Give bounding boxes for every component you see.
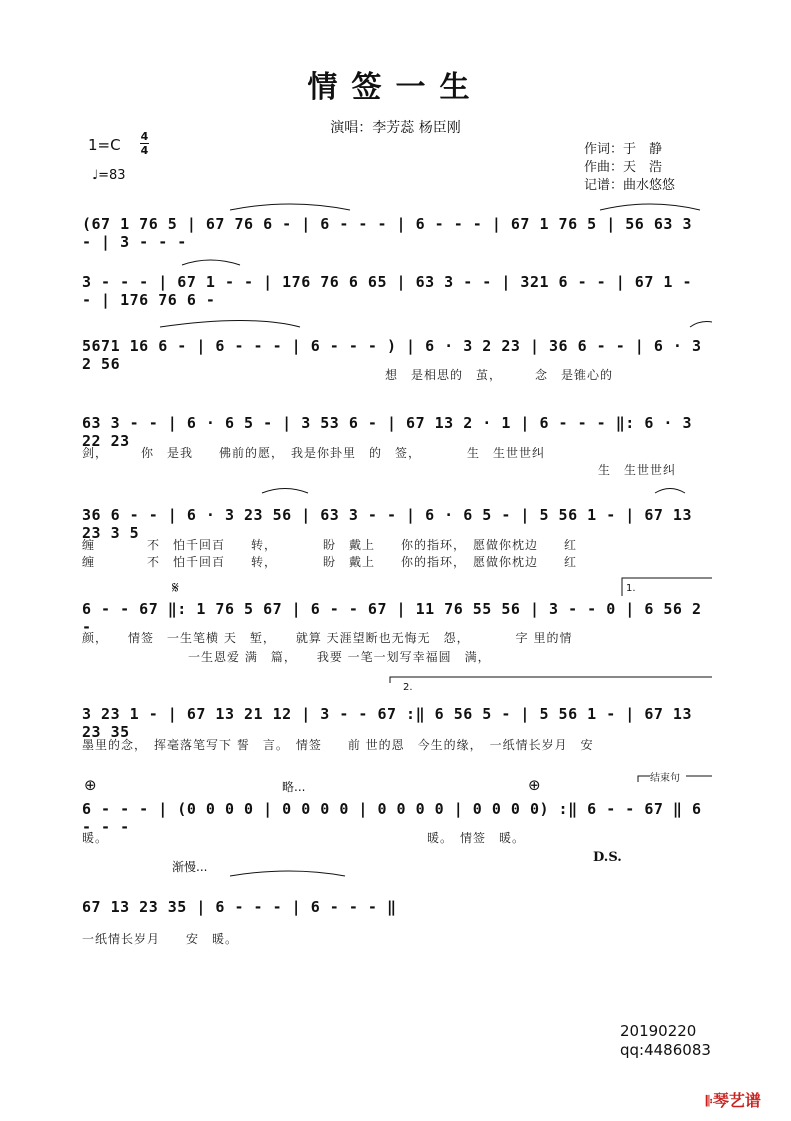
time-sig-top: 4 [140, 130, 149, 143]
singer-line: 演唱：李芳蕊 杨臣刚 [330, 120, 461, 136]
logo-icon: 𝄆 [706, 1094, 713, 1110]
page-title: 情签一生 [307, 70, 484, 105]
lyric-line-4: 缠 不 怕千回百 转， 盼 戴上 你的指环， 愿做你枕边 红 [82, 538, 578, 552]
ds-marking: D.S. [593, 850, 622, 865]
lyric-line-9: 暖。 暖。 情签 暖。 [82, 831, 526, 845]
segno-sign: 𝄋 [172, 578, 179, 597]
lyric-line-6: 颜， 情签 一生笔横 天 堑， 就算 天涯望断也无悔无 怨， 字 里的情 [82, 631, 573, 645]
lue-marking: 略... [282, 780, 306, 794]
slur-4 [160, 321, 300, 328]
lyric-line-8: 墨里的念， 挥毫落笔写下 誓 言。 情签 前 世的恩 今生的缘， 一纸情长岁月 安 [82, 738, 594, 752]
slur-8 [230, 871, 345, 876]
score-row-3: 5671 16 6 - | 6 - - - | 6 - - - ) | 6 · 3 2 23 | 36 6 - - | 6 · 3 2 56 [82, 337, 702, 373]
volta-1-bracket [622, 578, 712, 596]
volta-2-label: 2. [403, 682, 413, 693]
score-row-7: 3 23 1 - | 67 13 21 12 | 3 - - 67 :‖ 6 56 5 - | 5 56 1 - | 67 13 23 35 [82, 705, 692, 741]
score-row-9: 67 13 23 35 | 6 - - - | 6 - - - ‖ [82, 898, 397, 916]
lyric-line-2: 剑， 你 是我 佛前的愿， 我是你卦里 的 签， 生 生世世纠 [82, 446, 546, 460]
lyricist-credit: 作词：于 静 [584, 142, 663, 157]
lyric-line-10: 一纸情长岁月 安 暖。 [82, 932, 239, 946]
coda-sign-1: ⊕ [84, 776, 97, 794]
score-row-1: (67 1 76 5 | 67 76 6 - | 6 - - - | 6 - - - | 67 1 76 5 | 56 63 3 - | 3 - - - [82, 215, 692, 251]
lyric-line-3: 生 生世世纠 [598, 463, 677, 477]
score-row-2: 3 - - - | 67 1 - - | 176 76 6 65 | 63 3 - - | 321 6 - - | 67 1 - - | 176 76 6 - [82, 273, 692, 309]
slur-5 [690, 322, 712, 327]
key-signature: 1=C [88, 136, 121, 154]
lyric-line-7: 一生恩爱 满 篇， 我要 一笔一划写幸福圆 满， [188, 650, 491, 664]
time-sig-bottom: 4 [140, 144, 149, 157]
logo-text: 琴艺谱 [712, 1091, 761, 1110]
transcriber-credit: 记谱：曲水悠悠 [584, 178, 676, 193]
score-row-5: 36 6 - - | 6 · 3 23 56 | 63 3 - - | 6 · 6 5 - | 5 56 1 - | 67 13 23 3 5 [82, 506, 692, 542]
ending-bracket-left [638, 776, 650, 782]
tempo-marking: ♩=83 [92, 168, 126, 183]
lyric-line-5: 缠 不 怕千回百 转， 盼 戴上 你的指环， 愿做你枕边 红 [82, 555, 578, 569]
date-stamp: 20190220 [620, 1022, 697, 1040]
slur-3 [182, 260, 240, 265]
score-row-8: 6 - - - | (0 0 0 0 | 0 0 0 0 | 0 0 0 0 | 0 0 0 0) :‖ 6 - - 67 ‖ 6 - - - [82, 800, 702, 836]
qq-number: qq:4486083 [620, 1041, 711, 1059]
score-row-4: 63 3 - - | 6 · 6 5 - | 3 53 6 - | 67 13 2 · 1 | 6 - - - ‖: 6 · 3 22 23 [82, 414, 692, 450]
volta-2-bracket [390, 677, 712, 683]
lyric-line-1: 想 是相思的 茧， 念 是锥心的 [385, 368, 614, 382]
score-row-6: 6 - - 67 ‖: 1 76 5 67 | 6 - - 67 | 11 76 55 56 | 3 - - 0 | 6 56 2 - [82, 600, 702, 636]
volta-1-label: 1. [626, 583, 636, 594]
slur-2 [600, 204, 700, 210]
slur-7 [655, 489, 685, 494]
coda-sign-2: ⊕ [528, 776, 541, 794]
slur-1 [230, 204, 350, 210]
slur-6 [262, 489, 308, 494]
composer-credit: 作曲：天 浩 [584, 160, 663, 175]
ending-label: 结束句 [650, 773, 680, 784]
jianman-marking: 渐慢... [172, 860, 208, 874]
